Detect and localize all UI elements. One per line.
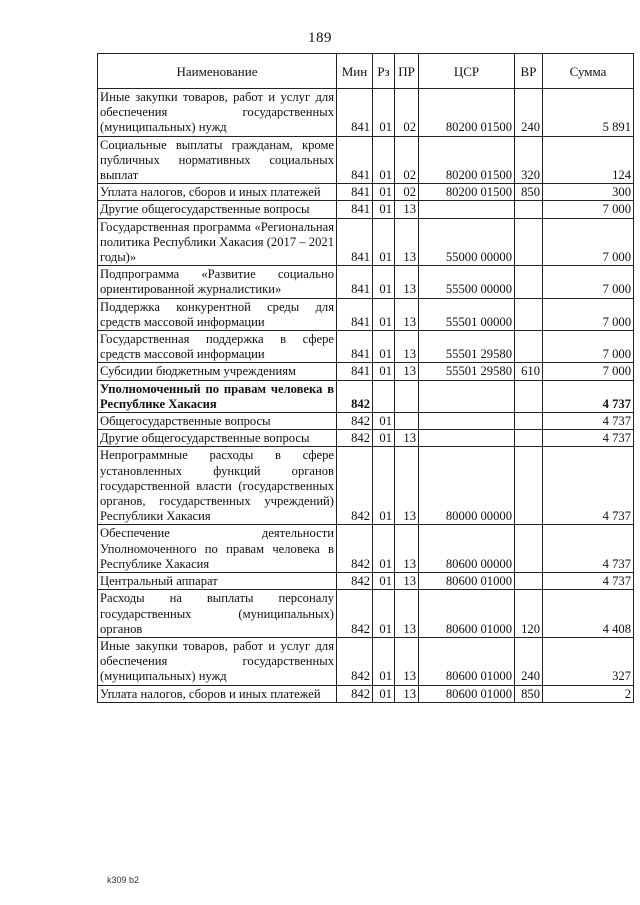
table-row: [98, 298, 634, 330]
cell-sum: 4 408: [543, 590, 634, 638]
cell-pr: 13: [395, 298, 419, 330]
cell-min: 842: [337, 685, 373, 702]
cell-csr: [419, 380, 515, 412]
cell-min: 842: [337, 447, 373, 525]
cell-csr: 80600 01000: [419, 573, 515, 590]
cell-min: 842: [337, 637, 373, 685]
cell-min: 841: [337, 266, 373, 298]
cell-name: Государственная программа «Региональная политика Республики Хакасия (2017 – 2021 годы)»: [98, 218, 337, 266]
cell-min: 841: [337, 218, 373, 266]
budget-table: [97, 53, 634, 703]
cell-sum: 4 737: [543, 380, 634, 412]
cell-rz: 01: [373, 266, 395, 298]
cell-vr: [515, 413, 543, 430]
cell-name: Иные закупки товаров, работ и услуг для обеспечения государственных (муниципальных) нужд: [98, 637, 337, 685]
page-number: 189: [308, 30, 332, 46]
table-row: [98, 201, 634, 218]
cell-pr: 13: [395, 430, 419, 447]
cell-pr: 13: [395, 363, 419, 380]
cell-pr: 13: [395, 525, 419, 573]
table-row: [98, 447, 634, 525]
cell-rz: 01: [373, 430, 395, 447]
cell-pr: 02: [395, 136, 419, 184]
cell-vr: [515, 331, 543, 363]
cell-sum: 7 000: [543, 201, 634, 218]
cell-name: Другие общегосударственные вопросы: [98, 430, 337, 447]
table-row: [98, 590, 634, 638]
cell-rz: 01: [373, 637, 395, 685]
cell-vr: 850: [515, 184, 543, 201]
cell-pr: 13: [395, 266, 419, 298]
cell-sum: 4 737: [543, 413, 634, 430]
cell-name: Уплата налогов, сборов и иных платежей: [98, 184, 337, 201]
cell-name: Уполномоченный по правам человека в Республике Хакасия: [98, 380, 337, 412]
cell-vr: [515, 218, 543, 266]
cell-name: Общегосударственные вопросы: [98, 413, 337, 430]
cell-vr: 240: [515, 89, 543, 137]
table-row: [98, 637, 634, 685]
cell-name: Центральный аппарат: [98, 573, 337, 590]
cell-name: Иные закупки товаров, работ и услуг для обеспечения государственных (муниципальных) нужд: [98, 89, 337, 137]
cell-min: 842: [337, 380, 373, 412]
cell-name: Другие общегосударственные вопросы: [98, 201, 337, 218]
cell-rz: 01: [373, 447, 395, 525]
cell-rz: 01: [373, 590, 395, 638]
cell-vr: [515, 266, 543, 298]
cell-vr: [515, 298, 543, 330]
cell-rz: 01: [373, 363, 395, 380]
column-header-vr: ВР: [515, 54, 543, 89]
table-row: [98, 573, 634, 590]
column-header-pr: ПР: [395, 54, 419, 89]
cell-rz: 01: [373, 201, 395, 218]
cell-rz: [373, 380, 395, 412]
cell-csr: [419, 201, 515, 218]
cell-min: 841: [337, 89, 373, 137]
column-header-csr: ЦСР: [419, 54, 515, 89]
table-row: [98, 218, 634, 266]
cell-min: 841: [337, 136, 373, 184]
footer-document-code: k309 b2: [107, 875, 140, 885]
cell-rz: 01: [373, 136, 395, 184]
cell-csr: 55500 00000: [419, 266, 515, 298]
cell-min: 841: [337, 363, 373, 380]
cell-csr: 55501 00000: [419, 298, 515, 330]
column-header-name: Наименование: [98, 54, 337, 89]
cell-vr: [515, 573, 543, 590]
cell-sum: 2: [543, 685, 634, 702]
header-row: [98, 54, 634, 89]
cell-rz: 01: [373, 413, 395, 430]
cell-name: Поддержка конкурентной среды для средств массовой информации: [98, 298, 337, 330]
table-row: [98, 380, 634, 412]
cell-sum: 7 000: [543, 266, 634, 298]
table-row: [98, 413, 634, 430]
cell-csr: 55501 29580: [419, 331, 515, 363]
cell-min: 842: [337, 590, 373, 638]
cell-sum: 4 737: [543, 525, 634, 573]
cell-vr: 610: [515, 363, 543, 380]
cell-csr: [419, 430, 515, 447]
cell-min: 841: [337, 298, 373, 330]
cell-sum: 7 000: [543, 363, 634, 380]
cell-sum: 327: [543, 637, 634, 685]
cell-csr: 80600 00000: [419, 525, 515, 573]
table-row: [98, 363, 634, 380]
cell-name: Обеспечение деятельности Уполномоченного по правам человека в Республике Хакасия: [98, 525, 337, 573]
cell-min: 841: [337, 184, 373, 201]
cell-vr: 240: [515, 637, 543, 685]
cell-sum: 300: [543, 184, 634, 201]
cell-name: Государственная поддержка в сфере средств массовой информации: [98, 331, 337, 363]
cell-min: 841: [337, 201, 373, 218]
cell-csr: [419, 413, 515, 430]
cell-sum: 4 737: [543, 573, 634, 590]
table-row: [98, 525, 634, 573]
cell-vr: [515, 380, 543, 412]
cell-min: 841: [337, 331, 373, 363]
cell-csr: 80600 01000: [419, 590, 515, 638]
cell-sum: 124: [543, 136, 634, 184]
table-row: [98, 685, 634, 702]
cell-csr: 55501 29580: [419, 363, 515, 380]
cell-min: 842: [337, 430, 373, 447]
cell-rz: 01: [373, 685, 395, 702]
cell-vr: 320: [515, 136, 543, 184]
cell-name: Уплата налогов, сборов и иных платежей: [98, 685, 337, 702]
cell-name: Социальные выплаты гражданам, кроме публичных нормативных социальных выплат: [98, 136, 337, 184]
column-header-sum: Сумма: [543, 54, 634, 89]
table-row: [98, 184, 634, 201]
cell-vr: [515, 525, 543, 573]
table-row: [98, 266, 634, 298]
cell-sum: 4 737: [543, 447, 634, 525]
cell-pr: 02: [395, 184, 419, 201]
cell-rz: 01: [373, 184, 395, 201]
cell-rz: 01: [373, 573, 395, 590]
column-header-min: Мин: [337, 54, 373, 89]
cell-vr: [515, 447, 543, 525]
cell-pr: [395, 380, 419, 412]
table-header: [98, 54, 634, 89]
table-row: [98, 89, 634, 137]
table-row: [98, 430, 634, 447]
cell-rz: 01: [373, 525, 395, 573]
cell-pr: 13: [395, 331, 419, 363]
cell-name: Непрограммные расходы в сфере установленных функций органов государственной власти (государственных органов, государственных учреждений) Республики Хакасия: [98, 447, 337, 525]
cell-rz: 01: [373, 218, 395, 266]
cell-vr: [515, 201, 543, 218]
table-row: [98, 136, 634, 184]
cell-csr: 80200 01500: [419, 184, 515, 201]
cell-csr: 80200 01500: [419, 136, 515, 184]
cell-sum: 4 737: [543, 430, 634, 447]
cell-pr: 13: [395, 573, 419, 590]
cell-pr: 13: [395, 637, 419, 685]
cell-csr: 80000 00000: [419, 447, 515, 525]
cell-vr: [515, 430, 543, 447]
cell-name: Субсидии бюджетным учреждениям: [98, 363, 337, 380]
cell-min: 842: [337, 573, 373, 590]
cell-rz: 01: [373, 89, 395, 137]
cell-min: 842: [337, 525, 373, 573]
cell-csr: 80600 01000: [419, 637, 515, 685]
cell-rz: 01: [373, 298, 395, 330]
cell-min: 842: [337, 413, 373, 430]
cell-sum: 5 891: [543, 89, 634, 137]
cell-sum: 7 000: [543, 331, 634, 363]
cell-name: Подпрограмма «Развитие социально ориентированной журналистики»: [98, 266, 337, 298]
table-body: [98, 89, 634, 703]
cell-pr: [395, 413, 419, 430]
cell-sum: 7 000: [543, 298, 634, 330]
cell-pr: 13: [395, 447, 419, 525]
cell-rz: 01: [373, 331, 395, 363]
cell-csr: 55000 00000: [419, 218, 515, 266]
cell-pr: 13: [395, 590, 419, 638]
column-header-rz: Рз: [373, 54, 395, 89]
cell-sum: 7 000: [543, 218, 634, 266]
cell-pr: 13: [395, 685, 419, 702]
cell-pr: 13: [395, 201, 419, 218]
cell-vr: 850: [515, 685, 543, 702]
cell-name: Расходы на выплаты персоналу государственных (муниципальных) органов: [98, 590, 337, 638]
table-row: [98, 331, 634, 363]
cell-pr: 02: [395, 89, 419, 137]
cell-csr: 80200 01500: [419, 89, 515, 137]
cell-csr: 80600 01000: [419, 685, 515, 702]
cell-vr: 120: [515, 590, 543, 638]
cell-pr: 13: [395, 218, 419, 266]
